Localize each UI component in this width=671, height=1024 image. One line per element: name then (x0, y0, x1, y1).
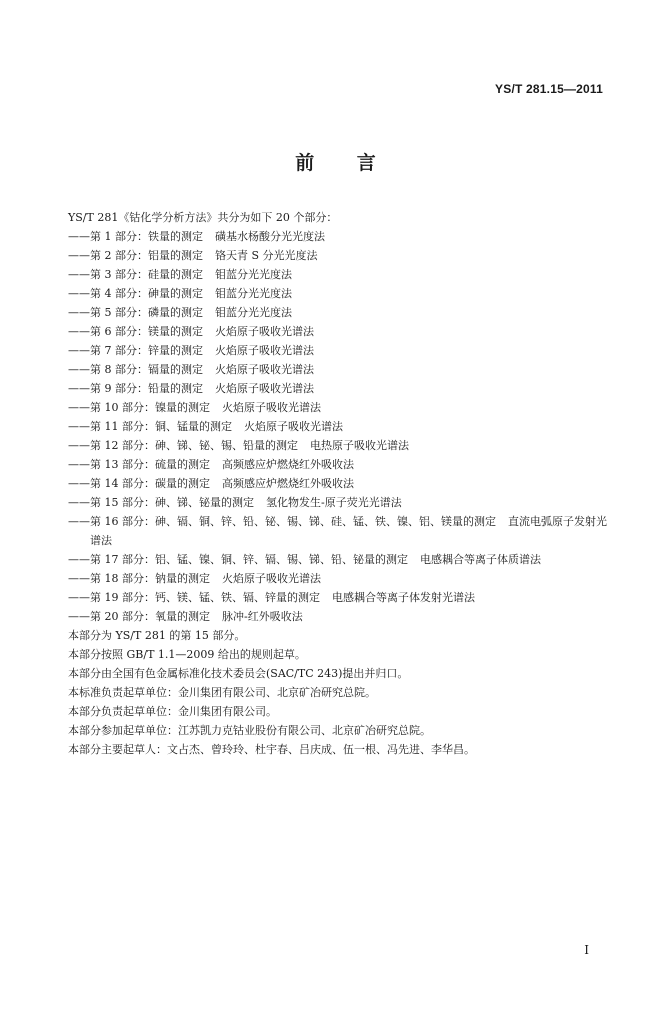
part-method: 钼蓝分光光度法 (215, 287, 292, 300)
part-text (90, 607, 608, 626)
part-name: 第 10 部分：镍量的测定 (90, 401, 210, 414)
list-item (68, 360, 608, 379)
intro-text: YS/T 281《钴化学分析方法》共分为如下 20 个部分： (68, 211, 338, 224)
part-text (90, 493, 608, 512)
part-text (90, 512, 608, 550)
part-method: 火焰原子吸收光谱法 (222, 572, 321, 585)
part-text (90, 474, 608, 493)
list-item (68, 607, 608, 626)
part-text (90, 246, 608, 265)
part-method: 火焰原子吸收光谱法 (215, 382, 314, 395)
dash-marker: —— (68, 477, 90, 490)
part-text (90, 455, 608, 474)
standard-code: YS/T 281.15—2011 (495, 82, 603, 96)
list-item (68, 569, 608, 588)
part-name: 第 20 部分：氧量的测定 (90, 610, 210, 623)
list-item (68, 436, 608, 455)
part-method: 火焰原子吸收光谱法 (244, 420, 343, 433)
list-item (68, 588, 608, 607)
dash-marker: —— (68, 401, 90, 414)
part-text (90, 588, 608, 607)
dash-marker: —— (68, 325, 90, 338)
list-item (68, 474, 608, 493)
dash-marker: —— (68, 230, 90, 243)
part-method: 钼蓝分光光度法 (215, 306, 292, 319)
dash-marker: —— (68, 591, 90, 604)
part-method: 磺基水杨酸分光光度法 (215, 230, 325, 243)
part-name: 第 6 部分：镁量的测定 (90, 325, 203, 338)
statements-list (68, 626, 608, 759)
list-item (68, 379, 608, 398)
part-name: 第 13 部分：硫量的测定 (90, 458, 210, 471)
part-method: 电感耦合等离子体质谱法 (420, 553, 541, 566)
part-method: 氢化物发生-原子荧光光谱法 (266, 496, 402, 509)
dash-marker: —— (68, 363, 90, 376)
part-method: 电感耦合等离子体发射光谱法 (332, 591, 475, 604)
part-text (90, 341, 608, 360)
dash-marker: —— (68, 249, 90, 262)
dash-marker: —— (68, 496, 90, 509)
statement-line: 本标准负责起草单位：金川集团有限公司、北京矿冶研究总院。 (68, 686, 376, 699)
part-name: 第 3 部分：硅量的测定 (90, 268, 203, 281)
list-item (68, 341, 608, 360)
page-title: 前 言 (295, 152, 394, 174)
list-item (68, 284, 608, 303)
part-name: 第 11 部分：铜、锰量的测定 (90, 420, 232, 433)
part-text (90, 436, 608, 455)
part-name: 第 9 部分：铅量的测定 (90, 382, 203, 395)
statement-line: 本部分主要起草人：文占杰、曾玲玲、杜宇春、吕庆成、伍一根、冯先进、李华昌。 (68, 743, 475, 756)
part-method: 脉冲-红外吸收法 (222, 610, 303, 623)
part-name: 第 5 部分：磷量的测定 (90, 306, 203, 319)
part-text (90, 398, 608, 417)
parts-list (68, 227, 608, 626)
part-name: 第 12 部分：砷、锑、铋、锡、铅量的测定 (90, 439, 298, 452)
part-name: 第 8 部分：镉量的测定 (90, 363, 203, 376)
list-item (68, 398, 608, 417)
dash-marker: —— (68, 306, 90, 319)
part-text (90, 569, 608, 588)
list-item (68, 303, 608, 322)
part-text (90, 360, 608, 379)
part-name: 第 2 部分：铝量的测定 (90, 249, 203, 262)
part-method: 钼蓝分光光度法 (215, 268, 292, 281)
part-method: 铬天青 S 分光光度法 (215, 249, 318, 262)
part-method: 火焰原子吸收光谱法 (222, 401, 321, 414)
dash-marker: —— (68, 268, 90, 281)
part-method: 高频感应炉燃烧红外吸收法 (222, 477, 354, 490)
part-text (90, 417, 608, 436)
part-name: 第 7 部分：锌量的测定 (90, 344, 203, 357)
statement-line: 本部分负责起草单位：金川集团有限公司。 (68, 705, 277, 718)
part-name: 第 18 部分：钠量的测定 (90, 572, 210, 585)
statement-line: 本部分由全国有色金属标准化技术委员会(SAC/TC 243)提出并归口。 (68, 667, 409, 680)
statement-line: 本部分为 YS/T 281 的第 15 部分。 (68, 629, 246, 642)
dash-marker: —— (68, 458, 90, 471)
part-method: 直流电弧原子发射光谱法 (90, 515, 607, 547)
dash-marker: —— (68, 287, 90, 300)
list-item (68, 227, 608, 246)
part-name: 第 1 部分：铁量的测定 (90, 230, 203, 243)
part-name: 第 4 部分：砷量的测定 (90, 287, 203, 300)
dash-marker: —— (68, 382, 90, 395)
list-item (68, 550, 608, 569)
part-text (90, 322, 608, 341)
dash-marker: —— (68, 420, 90, 433)
statement-line: 本部分按照 GB/T 1.1—2009 给出的规则起草。 (68, 648, 306, 661)
foreword-body (68, 208, 608, 759)
part-method: 火焰原子吸收光谱法 (215, 344, 314, 357)
statement-line: 本部分参加起草单位：江苏凯力克钴业股份有限公司、北京矿冶研究总院。 (68, 724, 431, 737)
list-item (68, 265, 608, 284)
part-name: 第 16 部分：砷、镉、铜、锌、铅、铋、锡、锑、硅、锰、铁、镍、铝、镁量的测定 (90, 515, 496, 528)
part-name: 第 17 部分：铝、锰、镍、铜、锌、镉、锡、锑、铅、铋量的测定 (90, 553, 408, 566)
page-number: I (584, 943, 589, 957)
dash-marker: —— (68, 515, 90, 528)
part-text (90, 379, 608, 398)
part-method: 火焰原子吸收光谱法 (215, 325, 314, 338)
part-text (90, 550, 608, 569)
dash-marker: —— (68, 344, 90, 357)
part-method: 火焰原子吸收光谱法 (215, 363, 314, 376)
list-item (68, 493, 608, 512)
part-text (90, 227, 608, 246)
list-item (68, 512, 608, 550)
part-text (90, 303, 608, 322)
dash-marker: —— (68, 439, 90, 452)
dash-marker: —— (68, 610, 90, 623)
list-item (68, 322, 608, 341)
list-item (68, 417, 608, 436)
part-method: 电热原子吸收光谱法 (310, 439, 409, 452)
part-method: 高频感应炉燃烧红外吸收法 (222, 458, 354, 471)
part-name: 第 19 部分：钙、镁、锰、铁、镉、锌量的测定 (90, 591, 320, 604)
part-text (90, 265, 608, 284)
part-name: 第 15 部分：砷、锑、铋量的测定 (90, 496, 254, 509)
part-name: 第 14 部分：碳量的测定 (90, 477, 210, 490)
list-item (68, 455, 608, 474)
dash-marker: —— (68, 572, 90, 585)
dash-marker: —— (68, 553, 90, 566)
list-item (68, 246, 608, 265)
part-text (90, 284, 608, 303)
